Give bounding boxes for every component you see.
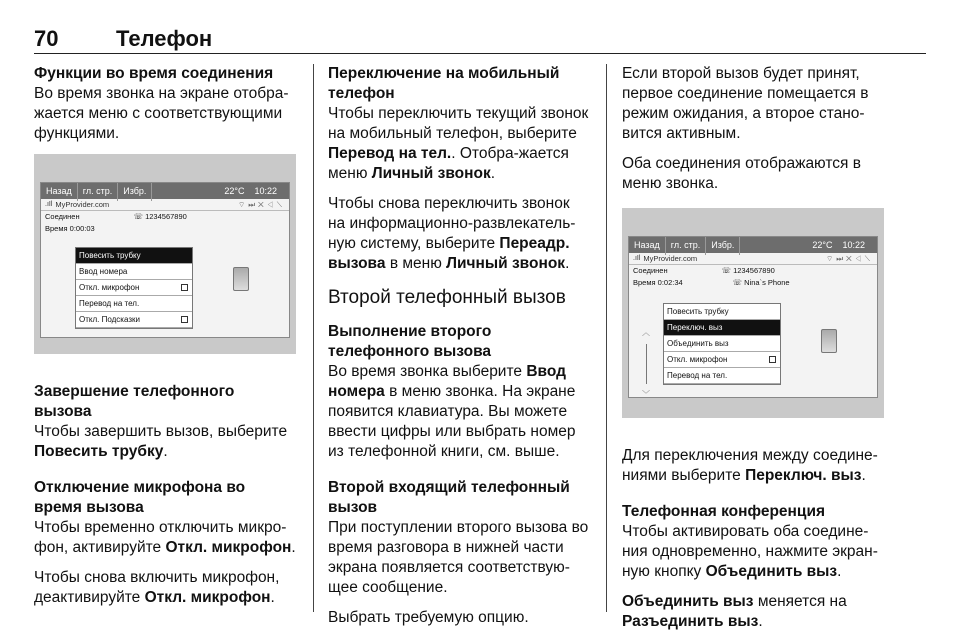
display [628, 236, 878, 398]
provider-name: MyProvider.com [643, 253, 698, 263]
provider-name: MyProvider.com [55, 199, 110, 209]
call-menu [663, 303, 781, 385]
section-heading: Переключение на мобильный телефон [328, 65, 560, 102]
menu-item: Повесить трубку [76, 248, 192, 264]
temperature: 22°C [812, 240, 833, 250]
tab-home: гл. стр. [666, 236, 706, 255]
page-number: 70 [34, 26, 59, 51]
column-divider [606, 64, 607, 612]
menu-item: Перевод на тел. [664, 368, 780, 384]
paragraph: Для переключения между соедине-ниями выберите Переключ. выз. [622, 447, 878, 484]
call-time: Время 0:02:34 [633, 278, 683, 287]
section-heading: Телефонная конференция [622, 503, 826, 520]
second-contact: ☏ Nina`s Phone [732, 278, 790, 287]
paragraph: Выбрать требуемую опцию. [328, 609, 529, 626]
paragraph: Если второй вызов будет принят, первое соединение помещается в режим ожидания, а второе стано-вится активным. [622, 65, 869, 142]
menu-item: Объединить выз [664, 336, 780, 352]
tab-back: Назад [629, 236, 666, 255]
phone-number: ☏ 1234567890 [721, 266, 775, 275]
paragraph: Во время звонка выберите Ввод номера в меню звонка. На экране появится клавиатура. Вы можете ввести цифры или выбрать номер из телефонной книги, см. выше. [328, 363, 576, 460]
tab-home: гл. стр. [78, 182, 118, 201]
menu-item: Откл. микрофон [76, 280, 192, 296]
signal-icon: .ıIl [633, 254, 641, 262]
tab-favorites: Избр. [706, 236, 740, 255]
tab-favorites: Избр. [118, 182, 152, 201]
phone-number: ☏ 1234567890 [133, 212, 187, 221]
paragraph: Чтобы снова переключить звонок на информационно-развлекатель-ную систему, выберите Переадр. вызова в меню Личный звонок. [328, 195, 576, 272]
checkbox-icon [181, 284, 188, 291]
paragraph: Чтобы снова включить микрофон, деактивируйте Откл. микрофон. [34, 569, 280, 606]
column-divider [313, 64, 314, 612]
status-label: Соединен [45, 212, 80, 221]
status-icons: ⌔⏭✕◁⟍ [238, 199, 285, 209]
section-heading: Отключение микрофона во время вызова [34, 479, 246, 516]
status-icons: ⌔⏭✕◁⟍ [826, 253, 873, 263]
call-menu [75, 247, 193, 329]
paragraph: Чтобы временно отключить микро-фон, активируйте Откл. микрофон. [34, 519, 296, 556]
menu-item: Повесить трубку [664, 304, 780, 320]
section-heading: Завершение телефонного вызова [34, 383, 235, 420]
menu-item: Откл. микрофон [664, 352, 780, 368]
paragraph: Чтобы переключить текущий звонок на мобильный телефон, выберите Перевод на тел.. Отобра-жается меню Личный звонок. [328, 105, 589, 182]
section-heading: Функции во время соединения [34, 65, 274, 82]
page-header [34, 26, 926, 54]
checkbox-icon [181, 316, 188, 323]
screen-illustration [34, 154, 296, 354]
paragraph: Чтобы завершить вызов, выберите Повесить трубку. [34, 423, 288, 460]
menu-item: Откл. Подсказки [76, 312, 192, 328]
clock: 10:22 [254, 186, 277, 196]
temperature: 22°C [224, 186, 245, 196]
section-title: Второй телефонный вызов [328, 287, 566, 308]
scrollbar [641, 323, 651, 398]
section-heading: Второй входящий телефонный вызов [328, 479, 570, 516]
menu-item: Переключ. выз [664, 320, 780, 336]
section-heading: Выполнение второго телефонного вызова [328, 323, 492, 360]
screen-illustration [622, 208, 884, 418]
phone-icon [233, 267, 249, 291]
page-title: Телефон [116, 26, 213, 51]
display [40, 182, 290, 338]
call-time: Время 0:00:03 [45, 224, 95, 233]
paragraph: При поступлении второго вызова во время разговора в нижней части экрана появляется соответствую-щее сообщение. [328, 519, 589, 596]
paragraph: Оба соединения отображаются в меню звонка. [622, 155, 861, 192]
paragraph: Объединить выз меняется на Разъединить выз. [622, 593, 847, 630]
clock: 10:22 [842, 240, 865, 250]
menu-item: Перевод на тел. [76, 296, 192, 312]
chevron-up-icon: ︿ [642, 328, 650, 337]
phone-icon [821, 329, 837, 353]
status-label: Соединен [633, 266, 668, 275]
paragraph: Во время звонка на экране отобра-жается меню с соответствующими функциями. [34, 85, 289, 142]
paragraph: Чтобы активировать оба соедине-ния одновременно, нажмите экран-ную кнопку Объединить выз. [622, 523, 878, 580]
chevron-down-icon: ﹀ [642, 390, 650, 398]
column-2 [328, 64, 590, 638]
checkbox-icon [769, 356, 776, 363]
column-1 [34, 64, 296, 618]
signal-icon: .ıIl [45, 200, 53, 208]
menu-item: Ввод номера [76, 264, 192, 280]
time-row [629, 277, 877, 289]
tab-back: Назад [41, 182, 78, 201]
column-3 [622, 64, 890, 642]
